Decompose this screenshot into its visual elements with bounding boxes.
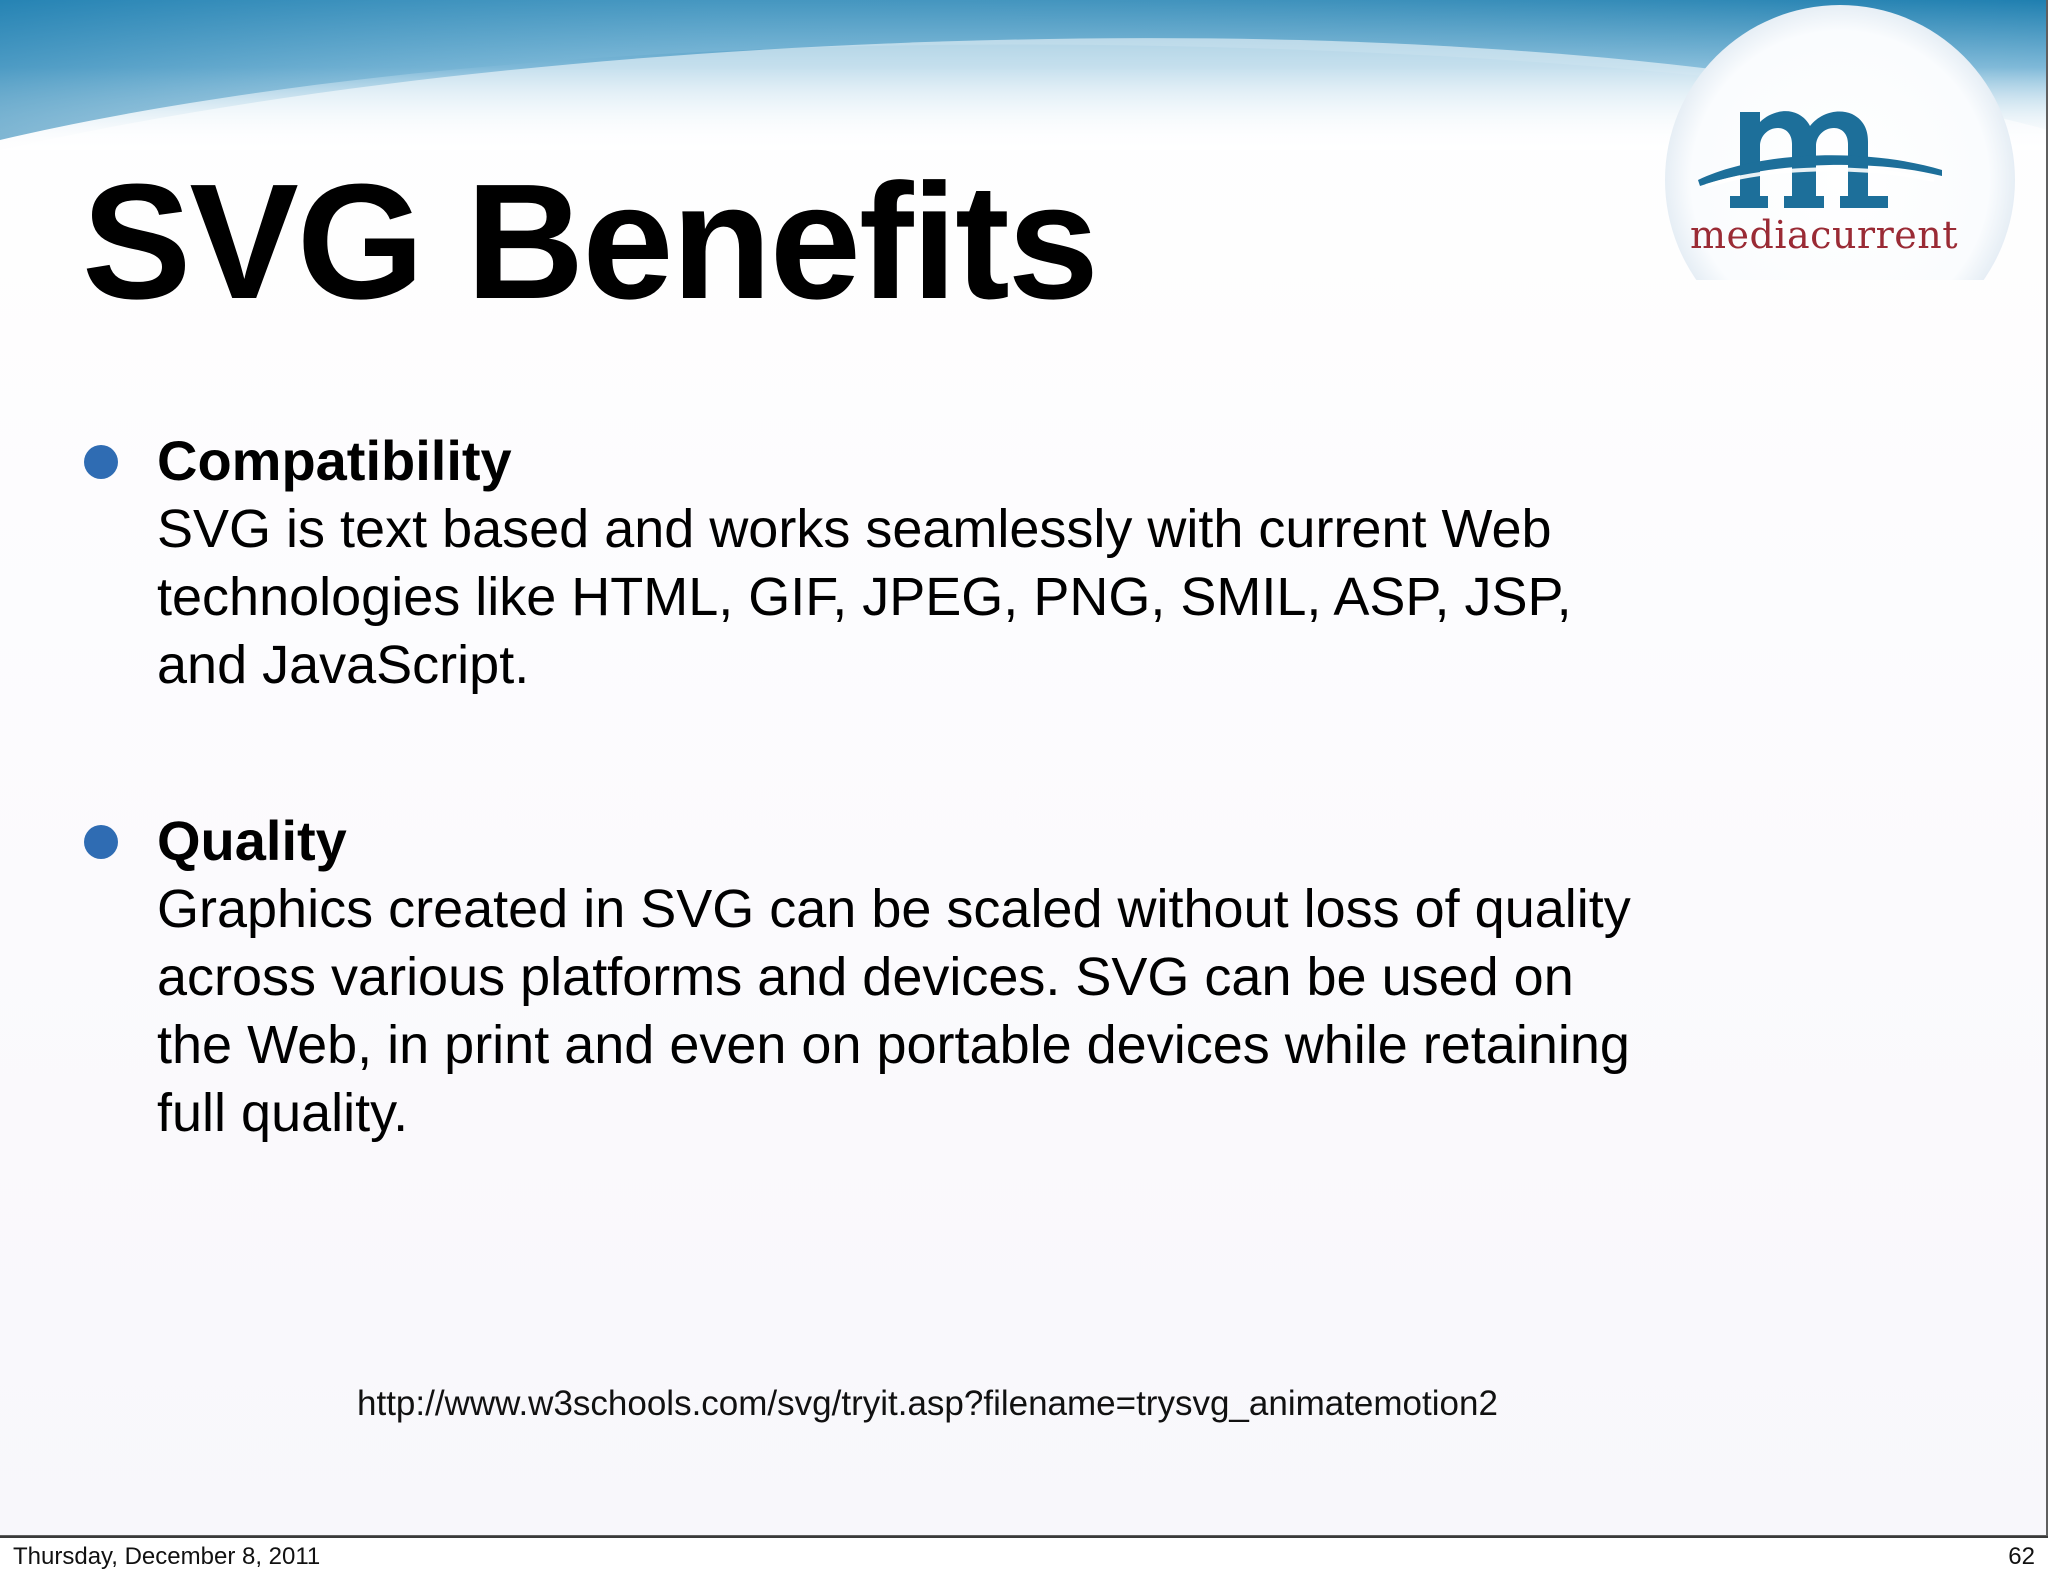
bullet-dot-icon: [84, 825, 118, 859]
bullet-text-line: and JavaScript.: [157, 635, 530, 695]
bullet-text-line: full quality.: [157, 1083, 409, 1143]
logo-wordmark: mediacurrent: [1690, 213, 1958, 257]
bullet-heading: Quality: [157, 809, 347, 872]
bullet-text-line: Graphics created in SVG can be scaled without loss of quality: [157, 879, 1631, 939]
bullet-text-line: technologies like HTML, GIF, JPEG, PNG, SMIL, ASP, JSP,: [157, 567, 1572, 627]
reference-link[interactable]: http://www.w3schools.com/svg/tryit.asp?filename=trysvg_animatemotion2: [357, 1384, 1498, 1423]
bullet-dot-icon: [84, 445, 118, 479]
bullet-body: [157, 427, 1737, 699]
bullet-text-line: SVG is text based and works seamlessly with current Web: [157, 499, 1552, 559]
bullet-body: [157, 807, 1737, 1147]
bullet-text-line: across various platforms and devices. SVG can be used on: [157, 947, 1574, 1007]
page-number: 62: [2008, 1543, 2035, 1570]
mediacurrent-logo: [1690, 100, 1958, 270]
bullet-text-line: the Web, in print and even on portable devices while retaining: [157, 1015, 1630, 1075]
page-footer: [0, 1536, 2048, 1576]
slide-title: SVG Benefits: [82, 150, 1097, 333]
footer-date: Thursday, December 8, 2011: [13, 1543, 321, 1570]
bullet-heading: Compatibility: [157, 429, 512, 492]
logo-m-mark: [1690, 100, 1950, 210]
